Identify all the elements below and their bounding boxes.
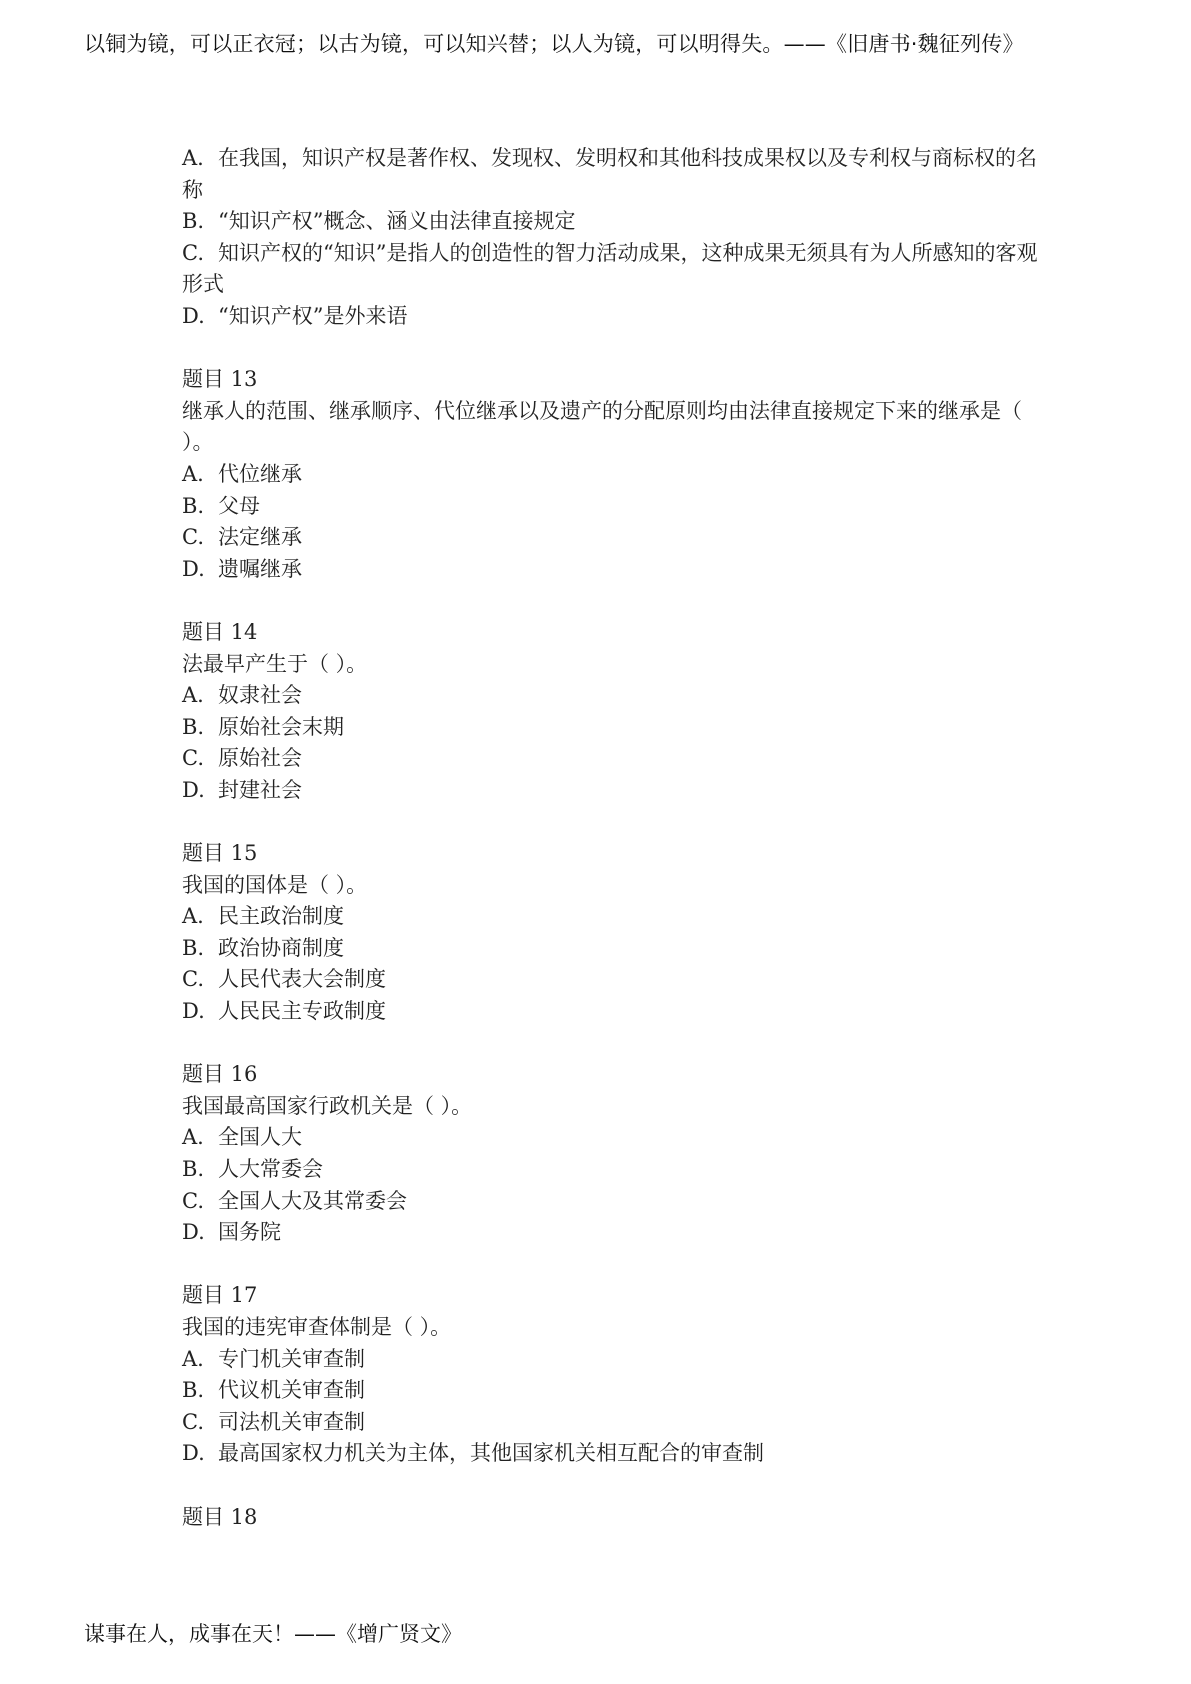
option-c [182, 743, 1042, 775]
option-a [182, 1122, 1042, 1154]
option-a [182, 1344, 1042, 1376]
option-letter: C. [182, 1409, 204, 1434]
option-b [182, 1154, 1042, 1186]
option-d [182, 554, 1042, 586]
option-c [182, 1407, 1042, 1439]
question-prompt: 我国的国体是（ ）。 [182, 872, 368, 897]
option-text: 民主政治制度 [218, 904, 344, 929]
option-text: 封建社会 [218, 777, 302, 802]
question-number: 题目 16 [182, 1062, 258, 1087]
question-17 [182, 1280, 1042, 1470]
option-text: 代议机关审查制 [218, 1378, 365, 1403]
option-d [182, 775, 1042, 807]
option-letter: B. [182, 493, 205, 518]
question-13 [182, 364, 1042, 585]
option-text: 父母 [218, 493, 260, 518]
option-text: 知识产权的“知识”是指人的创造性的智力活动成果，这种成果无须具有为人所感知的客观形式 [182, 240, 1038, 297]
option-b [182, 206, 1042, 238]
option-text: 原始社会末期 [218, 714, 344, 739]
question-prompt: 我国最高国家行政机关是（ ）。 [182, 1093, 473, 1118]
question-number: 题目 13 [182, 367, 258, 392]
option-letter: C. [182, 746, 204, 771]
option-b [182, 1375, 1042, 1407]
option-letter: A. [182, 683, 204, 708]
option-letter: B. [182, 209, 205, 234]
option-a [182, 901, 1042, 933]
option-text: 原始社会 [218, 746, 302, 771]
header-quote: 以铜为镜，可以正衣冠；以古为镜，可以知兴替；以人为镜，可以明得失。——《旧唐书·魏征列传》 [84, 32, 1024, 56]
option-letter: A. [182, 461, 204, 486]
question-prompt: 我国的违宪审查体制是（ ）。 [182, 1314, 452, 1339]
option-text: 司法机关审查制 [218, 1409, 365, 1434]
option-d [182, 1217, 1042, 1249]
question-number: 题目 15 [182, 841, 258, 866]
option-letter: B. [182, 714, 205, 739]
option-letter: D. [182, 777, 205, 802]
option-letter: B. [182, 1157, 205, 1181]
option-c [182, 964, 1042, 996]
option-text: 遗嘱继承 [218, 556, 302, 581]
option-d [182, 301, 1042, 333]
option-text: 在我国，知识产权是著作权、发现权、发明权和其他科技成果权以及专利权与商标权的名称 [182, 146, 1037, 202]
exam-content [182, 143, 1042, 1533]
option-letter: D. [182, 999, 205, 1024]
question-15 [182, 838, 1042, 1028]
option-letter: A. [182, 904, 204, 929]
option-text: 最高国家权力机关为主体，其他国家机关相互配合的审查制 [218, 1441, 764, 1466]
question-14 [182, 617, 1042, 807]
question-number: 题目 17 [182, 1283, 258, 1308]
question-prompt: 法最早产生于（ ）。 [182, 651, 368, 676]
question-prompt: 继承人的范围、继承顺序、代位继承以及遗产的分配原则均由法律直接规定下来的继承是（ ）。 [182, 398, 1022, 455]
option-text: 政治协商制度 [218, 935, 344, 960]
option-b [182, 491, 1042, 523]
option-a [182, 680, 1042, 712]
option-text: 全国人大及其常委会 [218, 1188, 407, 1213]
option-letter: C. [182, 967, 204, 992]
option-c [182, 1186, 1042, 1218]
prev-question-options [182, 143, 1042, 333]
option-letter: B. [182, 935, 205, 960]
option-letter: D. [182, 303, 205, 328]
option-text: 奴隶社会 [218, 683, 302, 708]
option-text: 人大常委会 [218, 1157, 323, 1181]
question-number: 题目 14 [182, 619, 258, 644]
option-text: 专门机关审查制 [218, 1346, 365, 1371]
option-letter: C. [182, 525, 204, 550]
option-letter: D. [182, 1220, 205, 1245]
option-b [182, 712, 1042, 744]
option-letter: D. [182, 1441, 205, 1466]
footer-quote: 谋事在人，成事在天！——《增广贤文》 [84, 1622, 462, 1646]
option-text: 人民代表大会制度 [218, 967, 386, 992]
question-16 [182, 1059, 1042, 1249]
option-letter: A. [182, 146, 204, 170]
option-text: 国务院 [218, 1220, 281, 1245]
question-18-number: 题目 18 [182, 1504, 258, 1529]
option-letter: A. [182, 1125, 204, 1150]
option-letter: C. [182, 240, 204, 265]
option-text: “知识产权”概念、涵义由法律直接规定 [218, 209, 576, 234]
option-letter: B. [182, 1378, 205, 1403]
option-d [182, 996, 1042, 1028]
option-text: 人民民主专政制度 [218, 999, 386, 1024]
option-text: 全国人大 [218, 1125, 302, 1150]
option-b [182, 933, 1042, 965]
option-c [182, 522, 1042, 554]
option-text: 法定继承 [218, 525, 302, 550]
option-letter: D. [182, 556, 205, 581]
option-text: “知识产权”是外来语 [218, 303, 408, 328]
option-c [182, 238, 1042, 301]
option-text: 代位继承 [218, 461, 302, 486]
option-letter: C. [182, 1188, 204, 1213]
option-letter: A. [182, 1346, 204, 1371]
option-a [182, 459, 1042, 491]
option-a [182, 143, 1042, 206]
option-d [182, 1438, 1042, 1470]
